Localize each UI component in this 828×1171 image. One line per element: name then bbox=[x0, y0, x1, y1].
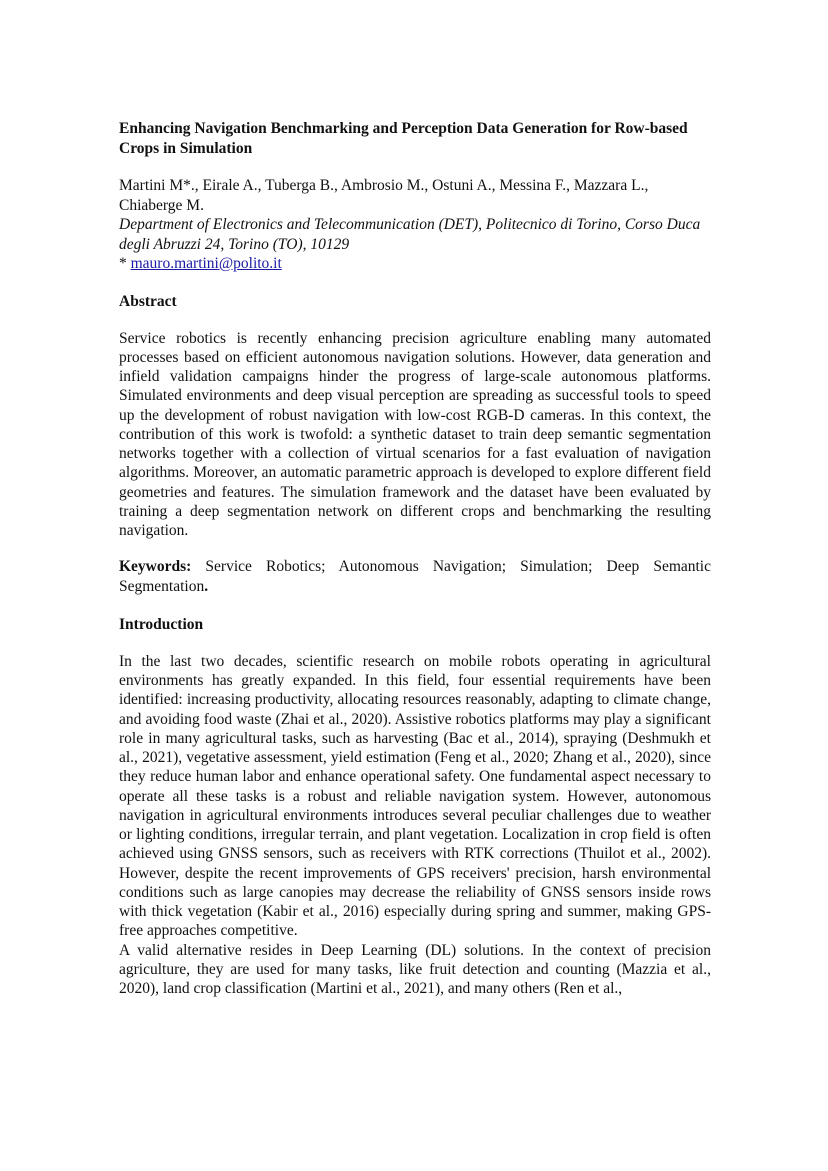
paper-page bbox=[119, 119, 711, 998]
email-prefix: * bbox=[119, 255, 131, 272]
intro-paragraph-2: A valid alternative resides in Deep Learning (DL) solutions. In the context of precision agriculture, they are used for many tasks, like fruit detection and counting (Mazzia et al., 2020), land crop classification (Martini et al., 2021), and many others (Ren et al., bbox=[119, 941, 711, 997]
author-list: Martini M*., Eirale A., Tuberga B., Ambrosio M., Ostuni A., Messina F., Mazzara L., Chiaberge M. bbox=[119, 177, 649, 214]
abstract-heading: Abstract bbox=[119, 292, 177, 310]
affiliation: Department of Electronics and Telecommunication (DET), Politecnico di Torino, Corso Duca degli Abruzzi 24, Torino (TO), 10129 bbox=[119, 216, 701, 253]
email-link[interactable]: mauro.martini@polito.it bbox=[130, 255, 282, 272]
keywords-paragraph bbox=[119, 557, 711, 596]
introduction-heading: Introduction bbox=[119, 615, 204, 633]
keywords-text: Service Robotics; Autonomous Navigation; Simulation; Deep Semantic Segmentation bbox=[119, 558, 711, 595]
abstract-paragraph: Service robotics is recently enhancing precision agriculture enabling many automated processes based on efficient autonomous navigation solutions. However, data generation and infield validation campaigns hinder the progress of large-scale autonomous platforms. Simulated environments and deep visual perception are spreading as successful tools to speed up the development of robust navigation with low-cost RGB-D cameras. In this context, the contribution of this work is twofold: a synthetic dataset to train deep semantic segmentation networks together with a collection of virtual scenarios for a fast evaluation of navigation algorithms. Moreover, an automatic parametric approach is developed to explore different field geometries and features. The simulation framework and the dataset have been evaluated by training a deep segmentation network on different crops and benchmarking the resulting navigation. bbox=[119, 329, 711, 539]
keywords-end: . bbox=[204, 577, 209, 595]
intro-paragraph-1: In the last two decades, scientific research on mobile robots operating in agricultural environments has greatly expanded. In this field, four essential requirements have been identified: increasing productivity, allocating resources reasonably, adapting to climate change, and avoiding food waste (Zhai et al., 2020). Assistive robotics platforms may play a significant role in many agricultural tasks, such as harvesting (Bac et al., 2014), spraying (Deshmukh et al., 2021), vegetative assessment, yield estimation (Feng et al., 2020; Zhang et al., 2020), since they reduce human labor and enhance operational safety. One fundamental aspect necessary to operate all these tasks is a robust and reliable navigation system. However, autonomous navigation in agricultural environments introduces several peculiar challenges due to weather or lighting conditions, irregular terrain, and plant vegetation. Localization in crop field is often achieved using GNSS sensors, such as receivers with RTK corrections (Thuilot et al., 2002). However, despite the recent improvements of GPS receivers' precision, harsh environmental conditions such as large canopies may decrease the reliability of GNSS sensors inside rows with thick vegetation (Kabir et al., 2016) especially during spring and summer, making GPS-free approaches competitive. bbox=[119, 652, 711, 940]
paper-title: Enhancing Navigation Benchmarking and Perception Data Generation for Row-based Crops in Simulation bbox=[119, 120, 688, 157]
contact-line bbox=[119, 254, 711, 274]
keywords-label: Keywords: bbox=[119, 558, 192, 576]
